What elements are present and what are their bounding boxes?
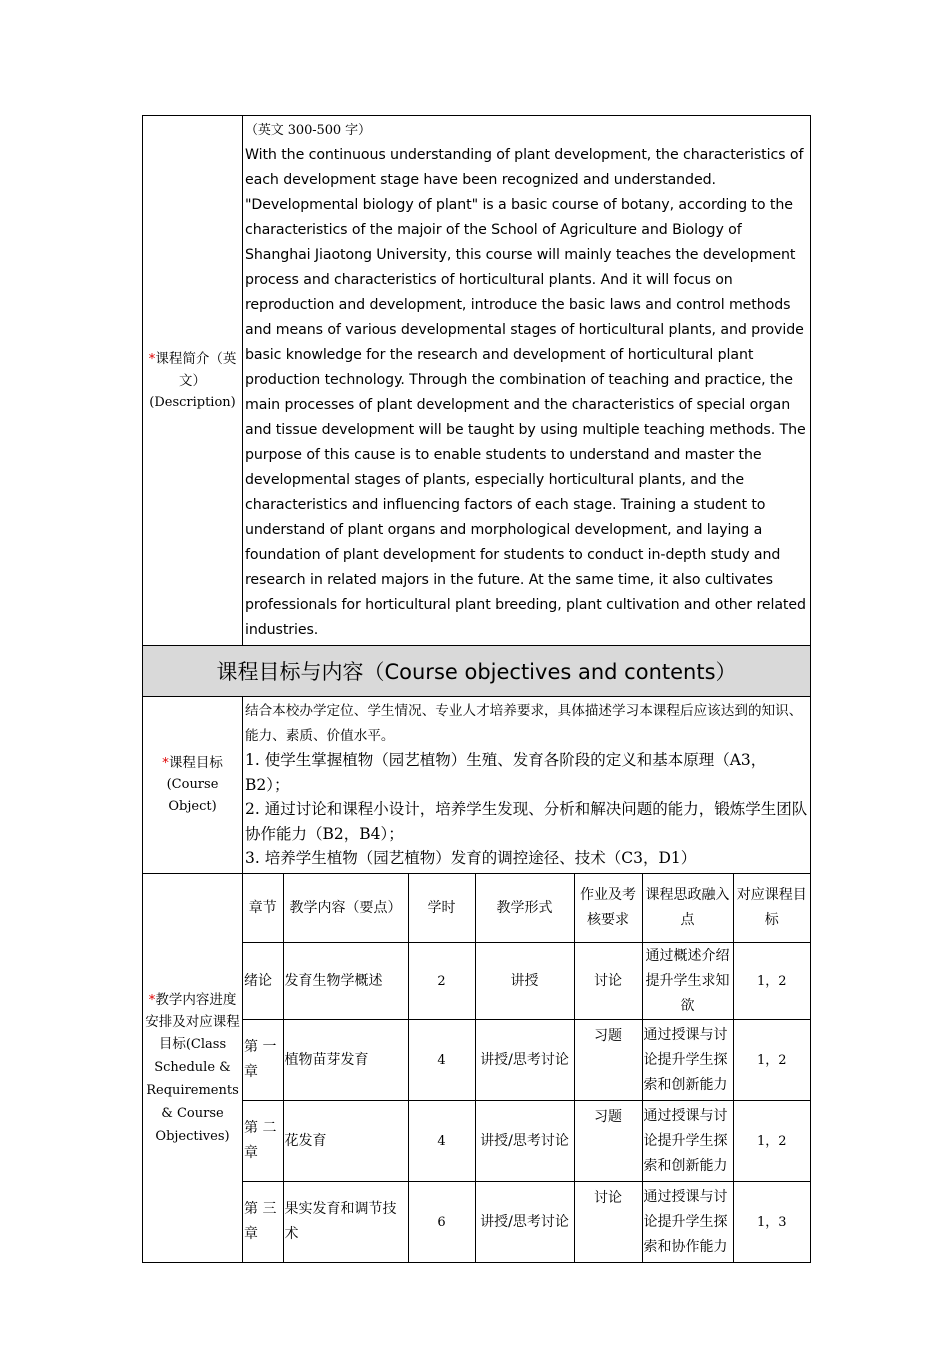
schedule-label [143,874,243,1263]
objectives-label [143,697,243,874]
ideology-cell: 通过授课与讨论提升学生探索和创新能力 [642,1101,733,1182]
objectives-label-zh: 课程目标 [168,755,223,771]
schedule-cell [243,874,811,1263]
header-ideology: 课程思政融入点 [642,874,733,943]
form-cell: 讲授/思考讨论 [475,1101,574,1182]
hours-cell: 6 [408,1182,475,1263]
hours-cell: 4 [408,1101,475,1182]
header-content: 教学内容（要点） [283,874,408,943]
schedule-label-en: (Class Schedule & Requirements & Course Objectives) [146,1036,239,1144]
hours-cell: 4 [408,1020,475,1101]
ideology-cell: 通过授课与讨论提升学生探索和协作能力 [642,1182,733,1263]
schedule-label-zh: 教学内容进度安排及对应课程目标 [145,991,240,1052]
objectives-label-en: (Course Object) [166,777,219,814]
objective-item: 3. 培养学生植物（园艺植物）发育的调控途径、技术（C3，D1） [245,849,697,867]
content-cell: 果实发育和调节技术 [283,1182,408,1263]
section-title: 课程目标与内容（Course objectives and contents） [143,646,811,697]
form-cell: 讲授/思考讨论 [475,1020,574,1101]
target-cell: 1，2 [733,1101,810,1182]
target-cell: 1，2 [733,1020,810,1101]
chapter-cell: 第 二 章 [243,1101,283,1182]
description-text: With the continuous understanding of plant development, the characteristics of each development stage have been recognized and understanded. "Developmental biology of plant" is a basic course of botany, according to the characteristics of the majoir of the School of Agriculture and Biology of Shanghai Jiaotong University, this course will mainly teaches the development process and characteristics of horticultural plants. And it will focus on reproduction and development, introduce the basic laws and control methods and means of various developmental stages of horticultural plants, and provide basic knowledge for the research and development of horticultural plant production technology. Through the combination of teaching and practice, the main processes of plant development and the characteristics of special organ and tissue development will be taught by using multiple teaching methods. The purpose of this cause is to enable students to understand and master the developmental stages of plants, especially horticultural plants, and the characteristics and influencing factors of each stage. Training a student to understand of plant organs and morphological development, and laying a foundation of plant development for students to conduct in-depth study and research in related majors in the future. At the same time, it also cultivates professionals for horticultural plant breeding, plant cultivation and other related industries. [245,147,806,638]
header-homework: 作业及考核要求 [574,874,642,943]
description-label-zh: 课程简介（英文） [155,350,237,389]
chapter-cell: 第 一 章 [243,1020,283,1101]
target-cell: 1，3 [733,1182,810,1263]
content-cell: 花发育 [283,1101,408,1182]
course-form [142,115,810,1255]
chapter-cell: 绪论 [243,943,283,1020]
table-row [243,943,810,1020]
homework-cell: 讨论 [574,1182,642,1263]
objectives-content [243,697,811,874]
objectives-row [143,697,811,874]
section-header-row [143,646,811,697]
required-mark: * [148,991,156,1008]
header-target: 对应课程目标 [733,874,810,943]
homework-cell: 讨论 [574,943,642,1020]
table-row [243,1182,810,1263]
homework-cell: 习题 [574,1101,642,1182]
description-row [143,116,811,646]
content-cell: 植物苗芽发育 [283,1020,408,1101]
header-form: 教学形式 [475,874,574,943]
target-cell: 1，2 [733,943,810,1020]
homework-cell: 习题 [574,1020,642,1101]
required-mark: * [148,350,156,367]
form-cell: 讲授 [475,943,574,1020]
table-row [243,1101,810,1182]
description-content [243,116,811,646]
ideology-cell: 通过概述介绍提升学生求知欲 [642,943,733,1020]
description-label [143,116,243,646]
schedule-row [143,874,811,1263]
form-cell: 讲授/思考讨论 [475,1182,574,1263]
objectives-lead: 结合本校办学定位、学生情况、专业人才培养要求，具体描述学习本课程后应该达到的知识、能力、素质、价值水平。 [245,703,803,744]
ideology-cell: 通过授课与讨论提升学生探索和创新能力 [642,1020,733,1101]
objective-item: 2. 通过讨论和课程小设计，培养学生发现、分析和解决问题的能力，锻炼学生团队协作能力（B2，B4）； [245,800,808,843]
description-label-en: (Description) [149,394,236,410]
description-hint: （英文 300-500 字） [245,123,371,138]
objective-item: 1. 使学生掌握植物（园艺植物）生殖、发育各阶段的定义和基本原理（A3，B2）； [245,751,767,794]
course-table [142,115,811,1263]
content-cell: 发育生物学概述 [283,943,408,1020]
header-chapter: 章节 [243,874,283,943]
hours-cell: 2 [408,943,475,1020]
table-row [243,1020,810,1101]
schedule-header-row [243,874,810,943]
required-mark: * [162,755,169,771]
chapter-cell: 第 三 章 [243,1182,283,1263]
header-hours: 学时 [408,874,475,943]
schedule-table [243,874,810,1262]
